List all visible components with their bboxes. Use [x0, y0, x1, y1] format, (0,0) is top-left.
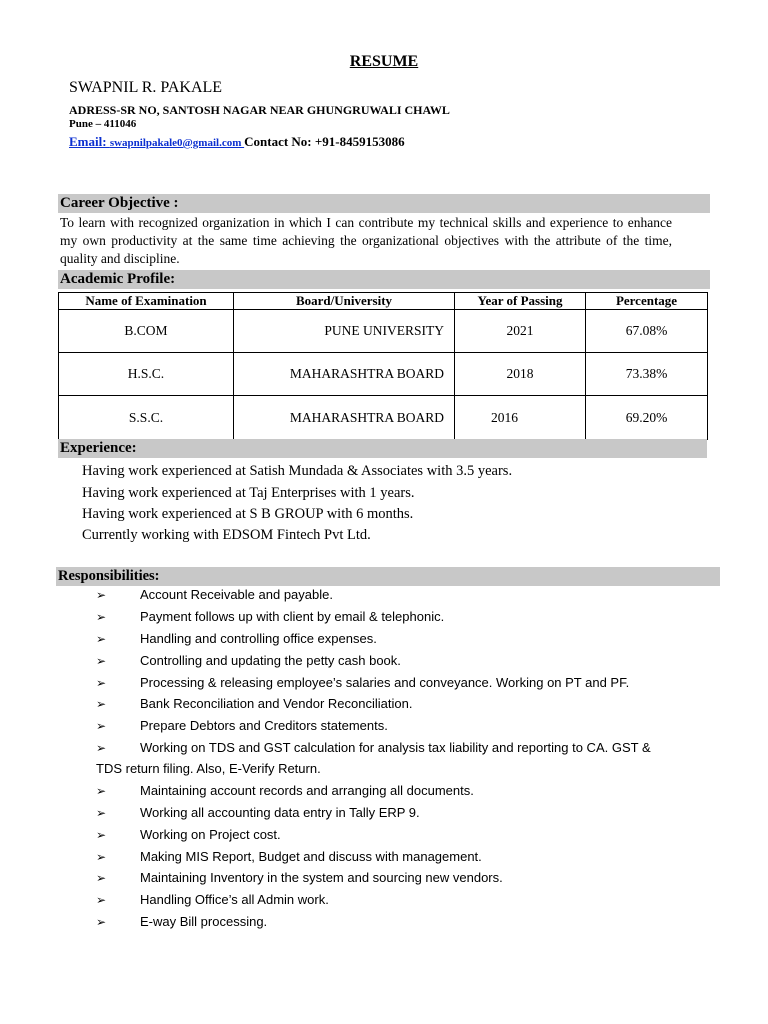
list-item-text: Payment follows up with client by email & telephonic.: [140, 609, 445, 624]
list-item-text: Working all accounting data entry in Tally ERP 9.: [140, 805, 420, 820]
responsibilities-heading: Responsibilities:: [56, 567, 720, 586]
list-item: [96, 868, 503, 890]
list-item-text: Account Receivable and payable.: [140, 587, 333, 602]
list-item-text: Maintaining Inventory in the system and sourcing new vendors.: [140, 870, 503, 885]
list-item-text: Handling and controlling office expenses.: [140, 631, 377, 646]
list-item: [96, 912, 267, 934]
list-item-text: Making MIS Report, Budget and discuss with management.: [140, 849, 482, 864]
arrow-bullet-icon: ➢: [96, 806, 107, 820]
arrow-bullet-icon: ➢: [96, 697, 107, 711]
career-objective-text: To learn with recognized organization in which I can contribute my technical skills and experience to enhance my own productivity at the same time achieving the organizational objectives with the attribute of the time, quality and discipline.: [60, 215, 672, 266]
list-item-continuation: TDS return filing. Also, E-Verify Return.: [96, 761, 321, 776]
percentage-cell: 73.38%: [586, 353, 708, 396]
exam-cell: S.S.C.: [59, 396, 234, 440]
career-objective-heading: Career Objective :: [58, 194, 710, 213]
list-item-text: Working on Project cost.: [140, 827, 281, 842]
list-item: [96, 890, 329, 912]
email-label: Email:: [69, 134, 110, 149]
list-item: [96, 716, 388, 738]
year-cell: 2021: [455, 310, 586, 353]
list-item: [96, 673, 629, 695]
table-row: [59, 396, 708, 440]
list-item: [96, 781, 474, 803]
resume-title: RESUME: [349, 53, 419, 70]
arrow-bullet-icon: ➢: [96, 676, 107, 690]
table-header-row: [59, 293, 708, 310]
arrow-bullet-icon: ➢: [96, 850, 107, 864]
list-item-text: Bank Reconciliation and Vendor Reconciliation.: [140, 696, 413, 711]
arrow-bullet-icon: ➢: [96, 871, 107, 885]
list-item-text: Processing & releasing employee’s salaries and conveyance. Working on PT and PF.: [140, 675, 630, 690]
list-item-text: E-way Bill processing.: [140, 914, 268, 929]
list-item: [96, 651, 401, 673]
arrow-bullet-icon: ➢: [96, 828, 107, 842]
arrow-bullet-icon: ➢: [96, 741, 107, 755]
experience-item: Having work experienced at Satish Mundada & Associates with 3.5 years.: [82, 463, 513, 479]
experience-item: Currently working with EDSOM Fintech Pvt Ltd.: [82, 527, 371, 543]
table-row: [59, 353, 708, 396]
year-cell: 2018: [455, 353, 586, 396]
email-link[interactable]: [69, 134, 244, 149]
list-item: [96, 629, 377, 651]
list-item-text: Handling Office’s all Admin work.: [140, 892, 329, 907]
arrow-bullet-icon: ➢: [96, 719, 107, 733]
arrow-bullet-icon: ➢: [96, 654, 107, 668]
percentage-cell: 69.20%: [586, 396, 708, 440]
list-item: [96, 694, 412, 716]
table-row: [59, 310, 708, 353]
academic-profile-heading: Academic Profile:: [58, 270, 710, 289]
academic-table: [58, 292, 708, 440]
board-cell: MAHARASHTRA BOARD: [234, 396, 455, 440]
arrow-bullet-icon: ➢: [96, 915, 107, 929]
city-pincode: Pune – 411046: [69, 118, 137, 130]
contact-label: Contact No:: [244, 134, 315, 149]
list-item: [96, 825, 281, 847]
header-year: Year of Passing: [455, 293, 586, 310]
contact-line: [69, 134, 405, 150]
arrow-bullet-icon: ➢: [96, 610, 107, 624]
year-cell: 2016: [455, 396, 586, 440]
candidate-name: SWAPNIL R. PAKALE: [69, 79, 223, 96]
arrow-bullet-icon: ➢: [96, 588, 107, 602]
email-address: swapnilpakale0@gmail.com: [109, 137, 245, 149]
header-examination: Name of Examination: [59, 293, 234, 310]
list-item-text: Maintaining account records and arranging all documents.: [140, 783, 474, 798]
address: ADRESS-SR NO, SANTOSH NAGAR NEAR GHUNGRUWALI CHAWL: [69, 103, 450, 117]
arrow-bullet-icon: ➢: [96, 784, 107, 798]
list-item: [96, 847, 482, 869]
list-item: [96, 803, 420, 825]
arrow-bullet-icon: ➢: [96, 893, 107, 907]
experience-item: Having work experienced at Taj Enterprises with 1 years.: [82, 485, 415, 501]
experience-heading: Experience:: [58, 439, 707, 458]
list-item: [96, 607, 444, 629]
exam-cell: B.COM: [59, 310, 234, 353]
exam-cell: H.S.C.: [59, 353, 234, 396]
contact-number: +91-8459153086: [314, 134, 405, 149]
list-item: [96, 738, 651, 760]
experience-item: Having work experienced at S B GROUP with 6 months.: [82, 506, 414, 522]
list-item-text: Controlling and updating the petty cash book.: [140, 653, 401, 668]
board-cell: PUNE UNIVERSITY: [234, 310, 455, 353]
list-item: [96, 585, 333, 607]
header-board: Board/University: [234, 293, 455, 310]
percentage-cell: 67.08%: [586, 310, 708, 353]
board-cell: MAHARASHTRA BOARD: [234, 353, 455, 396]
list-item-text: Working on TDS and GST calculation for analysis tax liability and reporting to CA. GST &: [140, 740, 651, 755]
arrow-bullet-icon: ➢: [96, 632, 107, 646]
header-percentage: Percentage: [586, 293, 708, 310]
list-item-text: Prepare Debtors and Creditors statements.: [140, 718, 388, 733]
